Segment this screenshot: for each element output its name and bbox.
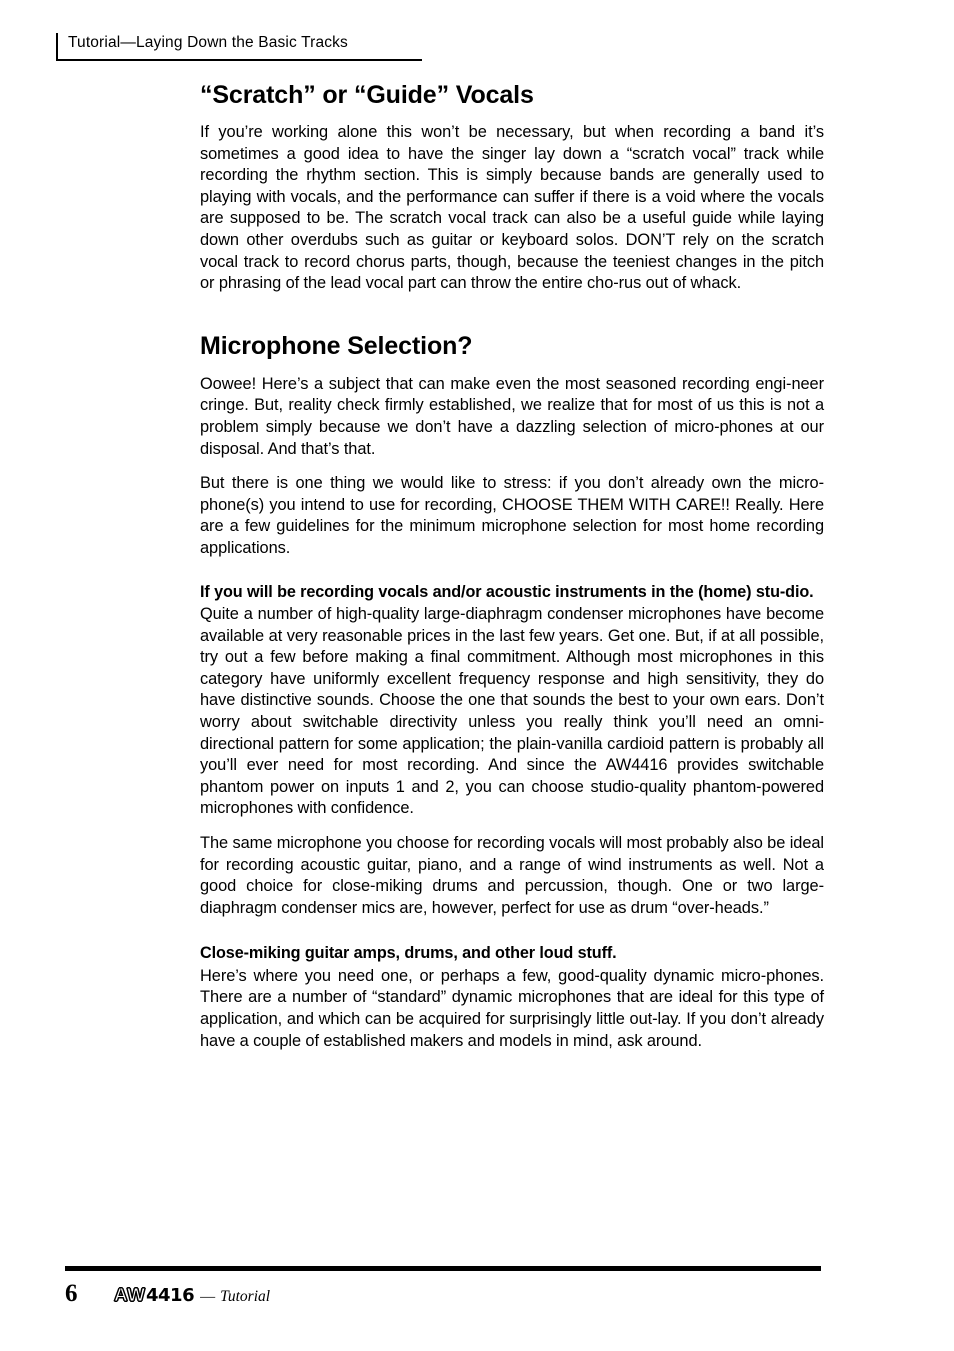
paragraph: Oowee! Here’s a subject that can make even the most seasoned recording engi-neer cringe. But, reality check firmly established, we realize that for most of us this is not a problem simply because we don’t have a dazzling selection of micro-phones at our disposal. And that’s that. xyxy=(200,374,824,458)
page-footer xyxy=(65,1266,821,1318)
section-heading-scratch-vocals: “Scratch” or “Guide” Vocals xyxy=(200,81,534,109)
subsection-heading-home-studio: If you will be recording vocals and/or acoustic instruments in the (home) stu-dio. xyxy=(200,582,814,601)
subsection-heading-close-miking: Close-miking guitar amps, drums, and other loud stuff. xyxy=(200,944,617,963)
separator-dash: — xyxy=(200,1289,216,1305)
paragraph: The same microphone you choose for recording vocals will most probably also be ideal for recording acoustic guitar, piano, and a range of wind instruments as well. Not a good choice for close-miking drums and percussion, though. One or two large-diaphragm condenser mics are, however, perfect for use as drum “over-heads.” xyxy=(200,833,824,917)
paragraph: Quite a number of high-quality large-diaphragm condenser microphones have become available at very reasonable prices in the last few years. Get one. But, if at all possible, try out a few before making a final commitment. Although most microphones in this category have uniformly excellent frequency response and high sensitivity, they do have distinctive sounds. Choose the one that sounds the best to your own ears. Don’t worry about switchable directivity unless you really think you’ll need an omni-directional pattern for some application; the plain-vanilla cardioid pattern is probably all you’ll ever need for most recording. And since the AW4416 provides switchable phantom power on inputs 1 and 2, you can choose studio-quality phantom-powered microphones with confidence. xyxy=(200,605,824,818)
section-heading-microphone-selection: Microphone Selection? xyxy=(200,331,473,360)
footer-rule xyxy=(65,1266,821,1271)
page-content xyxy=(200,80,824,1052)
product-logo xyxy=(114,1286,270,1306)
paragraph: If you’re working alone this won’t be necessary, but when recording a band it’s sometimes a good idea to have the singer lay down a “scratch vocal” track while recording the rhythm section. This is simply because bands are generally used to playing with vocals, and the performance can suffer if there is a void where the vocals are supposed to be. The scratch vocal track can also be a useful guide while laying down other overdubs such as guitar or keyboard solos. DON’T rely on the scratch vocal track to record chorus parts, though, because the teeniest changes in the pitch or phrasing of the lead vocal part can throw the entire cho-rus out of whack. xyxy=(200,123,824,293)
model-number-text: 4416 xyxy=(146,1285,195,1306)
paragraph: But there is one thing we would like to stress: if you don’t already own the micro-phone(s) you intend to use for recording, CHOOSE THEM WITH CARE!! Really. Here are a few guidelines for the minimum microphone selection for most home recording applications. xyxy=(200,474,824,557)
running-head: Tutorial—Laying Down the Basic Tracks xyxy=(68,34,348,51)
page-number: 6 xyxy=(65,1280,78,1307)
page-header xyxy=(56,33,422,61)
footer-row xyxy=(65,1280,821,1318)
aw-logo-text: AW xyxy=(114,1285,146,1305)
paragraph: Here’s where you need one, or perhaps a few, good-quality dynamic micro-phones. There are a number of “standard” dynamic microphones that are ideal for this type of application, and which can be acquired for surprisingly little out-lay. If you don’t already have a couple of established makers and models in mind, ask around. xyxy=(200,966,824,1050)
document-type-label: Tutorial xyxy=(220,1288,271,1305)
